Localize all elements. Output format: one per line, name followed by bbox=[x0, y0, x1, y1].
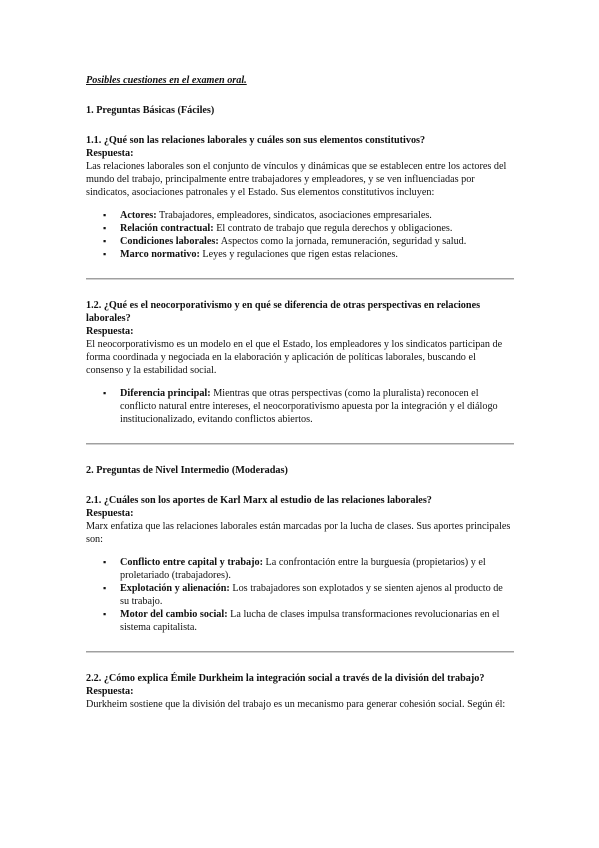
bullet-list bbox=[86, 209, 514, 261]
question-block-1-1 bbox=[86, 134, 514, 261]
bullet-list bbox=[86, 387, 514, 426]
list-item-term: Explotación y alienación: bbox=[120, 583, 230, 594]
answer-label: Respuesta: bbox=[86, 508, 134, 519]
list-item-term: Motor del cambio social: bbox=[120, 609, 228, 620]
question-block-1-2 bbox=[86, 299, 514, 426]
document-title: Posibles cuestiones en el examen oral. bbox=[86, 75, 247, 86]
list-item-term: Marco normativo: bbox=[120, 249, 200, 260]
list-item bbox=[86, 209, 514, 222]
list-item-term: Conflicto entre capital y trabajo: bbox=[120, 557, 263, 568]
list-item-term: Relación contractual: bbox=[120, 223, 214, 234]
document-page bbox=[86, 74, 514, 711]
list-item bbox=[86, 222, 514, 235]
question-heading: 2.2. ¿Cómo explica Émile Durkheim la integración social a través de la división del trabajo? bbox=[86, 673, 485, 684]
section-heading-intermediate: 2. Preguntas de Nivel Intermedio (Moderadas) bbox=[86, 465, 288, 476]
list-item-text: Los trabajadores son explotados y se sienten ajenos al producto de su trabajo. bbox=[120, 583, 503, 607]
list-item-text: Trabajadores, empleadores, sindicatos, asociaciones empresariales. bbox=[156, 210, 432, 221]
list-item bbox=[86, 248, 514, 261]
list-item bbox=[86, 608, 514, 634]
answer-label: Respuesta: bbox=[86, 326, 134, 337]
horizontal-divider bbox=[86, 651, 514, 653]
list-item-text: Mientras que otras perspectivas (como la pluralista) reconocen el conflicto natural entre intereses, el neocorporativismo apuesta por la integración y el diálogo institucionalizado, evitando conflictos abiertos. bbox=[120, 388, 498, 425]
section-heading-basic: 1. Preguntas Básicas (Fáciles) bbox=[86, 105, 215, 116]
answer-paragraph: El neocorporativismo es un modelo en el que el Estado, los empleadores y los sindicatos participan de forma coordinada y negociada en la elaboración y aplicación de políticas laborales, buscando el consenso y la estabilidad social. bbox=[86, 339, 503, 376]
list-item-text: La lucha de clases impulsa transformaciones revolucionarias en el sistema capitalista. bbox=[120, 609, 500, 633]
question-heading: 2.1. ¿Cuáles son los aportes de Karl Marx al estudio de las relaciones laborales? bbox=[86, 495, 432, 506]
answer-paragraph: Marx enfatiza que las relaciones laborales están marcadas por la lucha de clases. Sus aportes principales son: bbox=[86, 521, 511, 545]
question-heading: 1.1. ¿Qué son las relaciones laborales y cuáles son sus elementos constitutivos? bbox=[86, 135, 426, 146]
answer-paragraph: Las relaciones laborales son el conjunto de vínculos y dinámicas que se establecen entre los actores del mundo del trabajo, principalmente entre trabajadores y empleadores, y se ven influenciadas por sindicatos, asociaciones patronales y el Estado. Sus elementos constitutivos incluyen: bbox=[86, 161, 507, 198]
answer-label: Respuesta: bbox=[86, 686, 134, 697]
question-block-2-1 bbox=[86, 494, 514, 634]
list-item-text: El contrato de trabajo que regula derechos y obligaciones. bbox=[213, 223, 453, 234]
list-item bbox=[86, 582, 514, 608]
list-item-term: Condiciones laborales: bbox=[120, 236, 219, 247]
list-item-term: Diferencia principal: bbox=[120, 388, 211, 399]
horizontal-divider bbox=[86, 278, 514, 280]
list-item bbox=[86, 387, 514, 426]
answer-label: Respuesta: bbox=[86, 148, 134, 159]
list-item bbox=[86, 556, 514, 582]
list-item-term: Actores: bbox=[120, 210, 157, 221]
list-item-text: La confrontación entre la burguesía (propietarios) y el proletariado (trabajadores). bbox=[120, 557, 486, 581]
bullet-list bbox=[86, 556, 514, 634]
list-item bbox=[86, 235, 514, 248]
horizontal-divider bbox=[86, 443, 514, 445]
question-block-2-2 bbox=[86, 672, 514, 711]
answer-paragraph: Durkheim sostiene que la división del trabajo es un mecanismo para generar cohesión social. Según él: bbox=[86, 699, 506, 710]
list-item-text: Leyes y regulaciones que rigen estas relaciones. bbox=[199, 249, 398, 260]
question-heading: 1.2. ¿Qué es el neocorporativismo y en qué se diferencia de otras perspectivas en relaciones laborales? bbox=[86, 300, 481, 324]
list-item-text: Aspectos como la jornada, remuneración, seguridad y salud. bbox=[218, 236, 467, 247]
